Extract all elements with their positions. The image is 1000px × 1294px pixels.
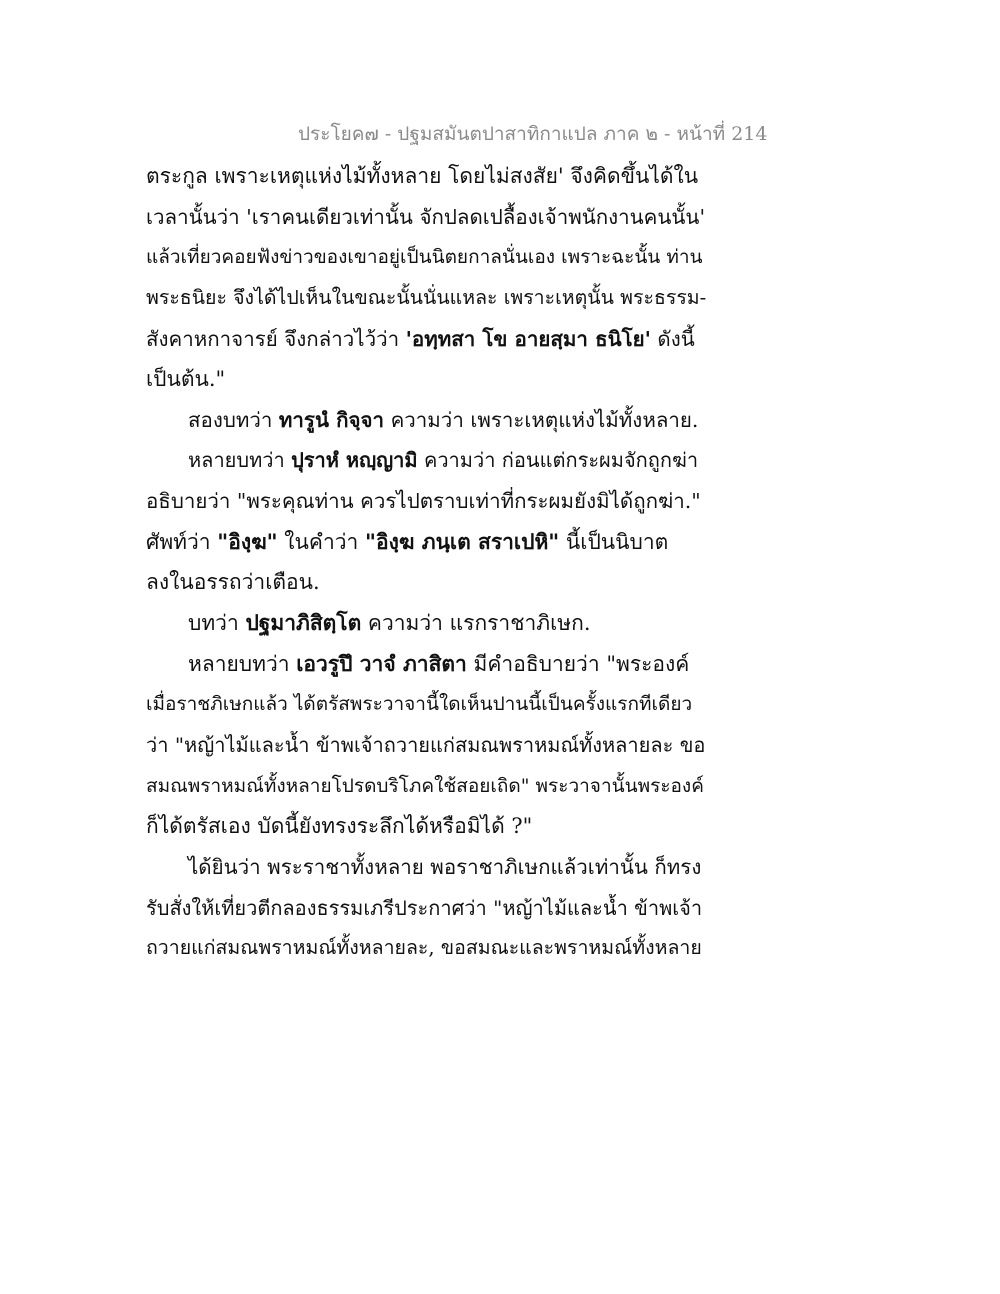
- text-segment: ความว่า แรกราชาภิเษก.: [361, 611, 591, 636]
- text-line: [146, 400, 706, 441]
- text-segment: หลายบทว่า: [188, 651, 297, 676]
- text-segment: สมณพราหมณ์ทั้งหลายโปรดบริโภคใช้สอยเถิด" พระวาจานั้นพระองค์: [146, 774, 704, 797]
- text-line: [146, 603, 706, 644]
- text-line: [146, 644, 706, 685]
- text-segment: นี้เป็นนิบาต: [559, 529, 669, 554]
- text-segment: ก็ได้ตรัสเอง บัดนี้ยังทรงระลึกได้หรือมิได้ ?": [146, 814, 533, 839]
- bold-term: ทารูนํ กิจฺจา: [278, 407, 385, 432]
- body-text: [146, 156, 706, 969]
- text-line: [146, 319, 706, 360]
- text-line: [146, 522, 706, 563]
- text-segment: ได้ยินว่า พระราชาทั้งหลาย พอราชาภิเษกแล้วเท่านั้น ก็ทรง: [188, 854, 702, 879]
- text-segment: รับสั่งให้เที่ยวตีกลองธรรมเภรีประกาศว่า "หญ้าไม้และน้ำ ข้าพเจ้า: [146, 895, 703, 920]
- bold-term: ปุราหํ หญฺญามิ: [291, 448, 418, 473]
- text-segment: สองบทว่า: [188, 407, 279, 432]
- text-segment: ในคำว่า: [277, 529, 366, 554]
- text-segment: หลายบทว่า: [188, 448, 292, 473]
- bold-term: ปฐมาภิสิตฺโต: [245, 610, 362, 636]
- text-line: [146, 928, 706, 969]
- text-line: [146, 440, 706, 481]
- text-line: [146, 237, 706, 278]
- bold-term: เอวรูปึ วาจํ ภาสิตา: [296, 650, 467, 676]
- text-segment: ลงในอรรถว่าเตือน.: [146, 570, 320, 595]
- text-segment: บทว่า: [188, 611, 246, 636]
- text-line: [146, 278, 706, 319]
- text-line: [146, 197, 706, 238]
- text-line: [146, 725, 706, 766]
- text-line: [146, 684, 706, 725]
- text-segment: อธิบายว่า "พระคุณท่าน ควรไปตราบเท่าที่กระผมยังมิได้ถูกฆ่า.": [146, 489, 701, 514]
- text-line: [146, 156, 706, 197]
- page-header: ประโยค๗ - ปฐมสมันตปาสาทิกาแปล ภาค ๒ - หน้าที่ 214: [298, 123, 768, 145]
- text-line: [146, 806, 706, 847]
- text-line: [146, 847, 706, 888]
- text-line: [146, 766, 706, 807]
- bold-term: "อิงฺฆ ภนฺเต สราเปหิ": [365, 528, 560, 554]
- bold-term: "อิงฺฆ": [217, 528, 278, 554]
- text-segment: เวลานั้นว่า 'เราคนเดียวเท่านั้น จักปลดเปลื้องเจ้าพนักงานคนนั้น': [146, 204, 706, 229]
- text-line: [146, 888, 706, 929]
- text-segment: ถวายแก่สมณพราหมณ์ทั้งหลายละ, ขอสมณะและพราหมณ์ทั้งหลาย: [146, 936, 702, 960]
- text-segment: พระธนิยะ จึงได้ไปเห็นในขณะนั้นนั่นแหละ เพราะเหตุนั้น พระธรรม-: [146, 285, 706, 309]
- text-segment: เป็นต้น.": [146, 367, 226, 392]
- text-segment: มีคำอธิบายว่า "พระองค์: [466, 651, 690, 676]
- bold-term: 'อทฺทสา โข อายสฺมา ธนิโย': [405, 326, 651, 351]
- text-segment: ดังนี้: [650, 326, 695, 351]
- text-segment: ตระกูล เพราะเหตุแห่งไม้ทั้งหลาย โดยไม่สงสัย' จึงคิดขึ้นได้ใน: [146, 164, 699, 188]
- text-segment: ว่า "หญ้าไม้และน้ำ ข้าพเจ้าถวายแก่สมณพราหมณ์ทั้งหลายละ ขอ: [146, 732, 706, 757]
- text-segment: ความว่า ก่อนแต่กระผมจักถูกฆ่า: [417, 448, 699, 473]
- text-segment: ศัพท์ว่า: [146, 529, 218, 554]
- text-segment: สังคาหกาจารย์ จึงกล่าวไว้ว่า: [146, 326, 406, 351]
- text-segment: แล้วเที่ยวคอยฟังข่าวของเขาอยู่เป็นนิตยกาลนั่นเอง เพราะฉะนั้น ท่าน: [146, 246, 703, 269]
- text-line: [146, 562, 706, 603]
- text-line: [146, 359, 706, 400]
- text-segment: เมื่อราชภิเษกแล้ว ได้ตรัสพระวาจานี้ใดเห็นปานนี้เป็นครั้งแรกทีเดียว: [146, 693, 693, 716]
- text-segment: ความว่า เพราะเหตุแห่งไม้ทั้งหลาย.: [384, 407, 699, 432]
- text-line: [146, 481, 706, 522]
